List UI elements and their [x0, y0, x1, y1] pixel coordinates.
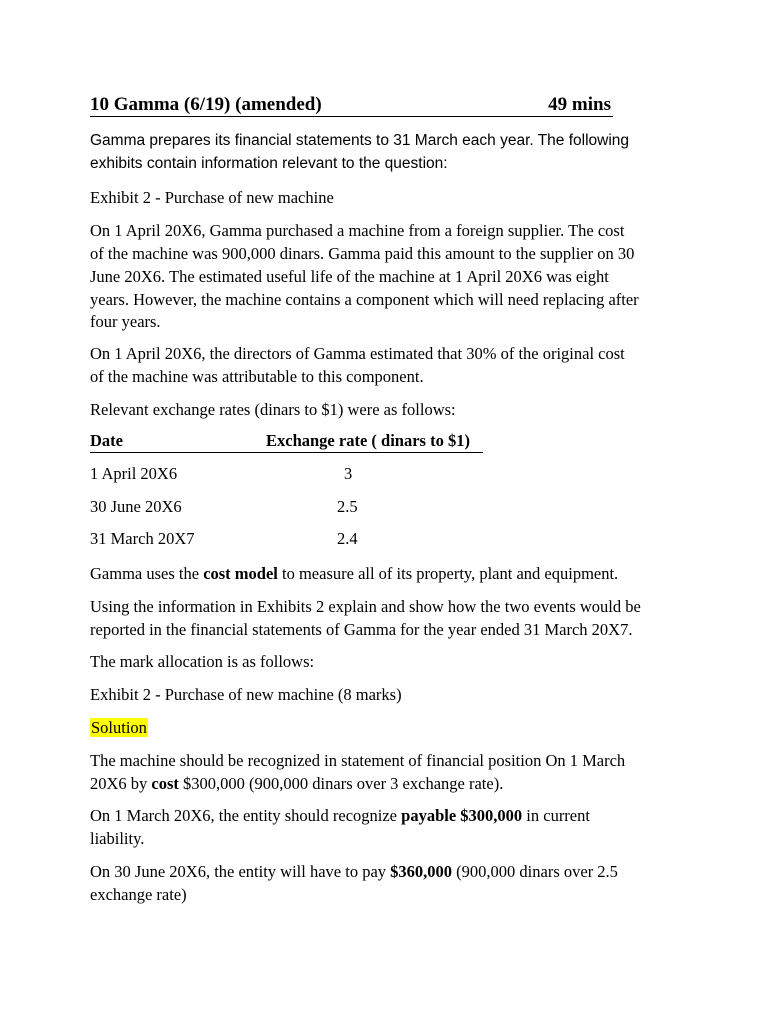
sol2-text: On 1 March 20X6, the entity should recognize [90, 806, 402, 825]
sol3-bold: $360,000 [390, 862, 453, 881]
sol3-text: On 30 June 20X6, the entity will have to pay [90, 862, 391, 881]
rates-table-header [90, 430, 483, 453]
para3-line-2: reported in the financial statements of Gamma for the year ended 31 March 20X7. [90, 620, 633, 639]
sol2-text-after: in current [522, 806, 590, 825]
cost-model-after: to measure all of its property, plant and equipment. [277, 564, 619, 583]
exhibit-heading: Exhibit 2 - Purchase of new machine [90, 188, 334, 207]
header-exchange-rate: Exchange rate ( dinars to $1) [266, 431, 470, 450]
sol3-line-2: exchange rate) [90, 885, 187, 904]
para1-line-3: June 20X6. The estimated useful life of the machine at 1 April 20X6 was eight [90, 267, 609, 286]
para1-line-4: years. However, the machine contains a component which will need replacing after [90, 290, 639, 309]
row-date: 30 June 20X6 [90, 497, 182, 516]
sol1-text: 20X6 by [90, 774, 152, 793]
exhibit-marks: Exhibit 2 - Purchase of new machine (8 marks) [90, 685, 402, 704]
para3-line-1: Using the information in Exhibits 2 explain and show how the two events would be [90, 597, 641, 616]
para2-line-2: of the machine was attributable to this component. [90, 367, 424, 386]
header-date: Date [90, 431, 123, 450]
mark-allocation: The mark allocation is as follows: [90, 652, 315, 671]
row-rate: 2.4 [337, 529, 358, 548]
sol3-line-1 [90, 860, 618, 883]
question-title-text: 10 Gamma (6/19) (amended) [90, 94, 322, 115]
sol1-line-2 [90, 772, 503, 795]
intro-line-1: Gamma prepares its financial statements to 31 March each year. The following [90, 132, 630, 149]
row-date: 31 March 20X7 [90, 529, 195, 548]
question-time: 49 mins [548, 94, 611, 115]
sol2-line-2: liability. [90, 829, 145, 848]
sol1-bold: cost [151, 774, 179, 793]
para1-line-5: four years. [90, 312, 161, 331]
solution-heading [90, 716, 148, 739]
solution-label: Solution [91, 718, 147, 737]
table-row [90, 528, 358, 550]
para1-line-2: of the machine was 900,000 dinars. Gamma paid this amount to the supplier on 30 [90, 244, 635, 263]
sol2-bold: payable $300,000 [401, 806, 523, 825]
sol3-text-after: (900,000 dinars over 2.5 [452, 862, 618, 881]
intro-line-2: exhibits contain information relevant to the question: [90, 155, 448, 172]
sol1-text-after: $300,000 (900,000 dinars over 3 exchange rate). [178, 774, 504, 793]
table-row [90, 463, 353, 485]
para1-line-1: On 1 April 20X6, Gamma purchased a machine from a foreign supplier. The cost [90, 221, 625, 240]
table-row [90, 496, 358, 518]
rates-intro: Relevant exchange rates (dinars to $1) were as follows: [90, 400, 456, 419]
sol1-line-1: The machine should be recognized in statement of financial position On 1 March [90, 751, 626, 770]
cost-model-bold: cost model [203, 564, 278, 583]
row-rate: 3 [344, 464, 353, 483]
cost-model-line [90, 562, 618, 585]
para2-line-1: On 1 April 20X6, the directors of Gamma estimated that 30% of the original cost [90, 344, 625, 363]
question-title [90, 94, 613, 117]
cost-model-before: Gamma uses the [90, 564, 204, 583]
row-rate: 2.5 [337, 497, 358, 516]
row-date: 1 April 20X6 [90, 464, 178, 483]
sol2-line-1 [90, 804, 590, 827]
